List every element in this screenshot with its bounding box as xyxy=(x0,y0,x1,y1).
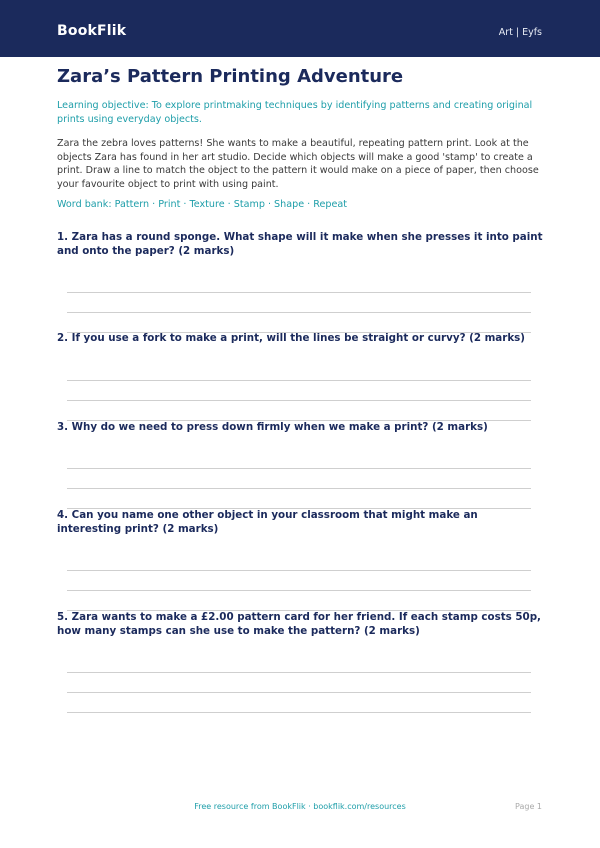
question-5: 5. Zara wants to make a £2.00 pattern card for her friend. If each stamp costs 50p, how many stamps can she use to make the pattern? (2 marks) xyxy=(57,611,541,637)
question-2: 2. If you use a fork to make a print, will the lines be straight or curvy? (2 marks) xyxy=(57,332,526,344)
word-bank: Word bank: Pattern · Print · Texture · Stamp · Shape · Repeat xyxy=(57,199,348,210)
question-4: 4. Can you name one other object in your classroom that might make an interesting print? (2 marks) xyxy=(57,509,478,535)
answer-line[interactable] xyxy=(67,570,531,571)
question-3: 3. Why do we need to press down firmly when we make a print? (2 marks) xyxy=(57,421,488,433)
page-number: Page 1 xyxy=(515,802,542,811)
subject-meta: Art | Eyfs xyxy=(498,27,542,38)
footer-credit: Free resource from BookFlik · bookflik.com/resources xyxy=(194,802,406,811)
answer-line[interactable] xyxy=(67,488,531,489)
header-bar xyxy=(0,0,600,57)
answer-line[interactable] xyxy=(67,692,531,693)
intro-text: Zara the zebra loves patterns! She wants to make a beautiful, repeating pattern print. Look at the objects Zara has found in her art studio. Decide which objects will make a good 'stamp' to create a print. Draw a line to match the object to the pattern it would make on a piece of paper, then choose your favourite object to print with using paint. xyxy=(57,138,539,190)
answer-line[interactable] xyxy=(67,590,531,591)
page-title: Zara’s Pattern Printing Adventure xyxy=(57,66,404,87)
answer-line[interactable] xyxy=(67,292,531,293)
learning-objective: Learning objective: To explore printmaking techniques by identifying patterns and creating original prints using everyday objects. xyxy=(57,100,533,125)
brand-logo: BookFlik xyxy=(57,23,127,39)
answer-line[interactable] xyxy=(67,312,531,313)
answer-line[interactable] xyxy=(67,712,531,713)
answer-line[interactable] xyxy=(67,400,531,401)
answer-line[interactable] xyxy=(67,672,531,673)
answer-line[interactable] xyxy=(67,380,531,381)
question-1: 1. Zara has a round sponge. What shape will it make when she presses it into paint and onto the paper? (2 marks) xyxy=(57,231,543,257)
answer-line[interactable] xyxy=(67,468,531,469)
